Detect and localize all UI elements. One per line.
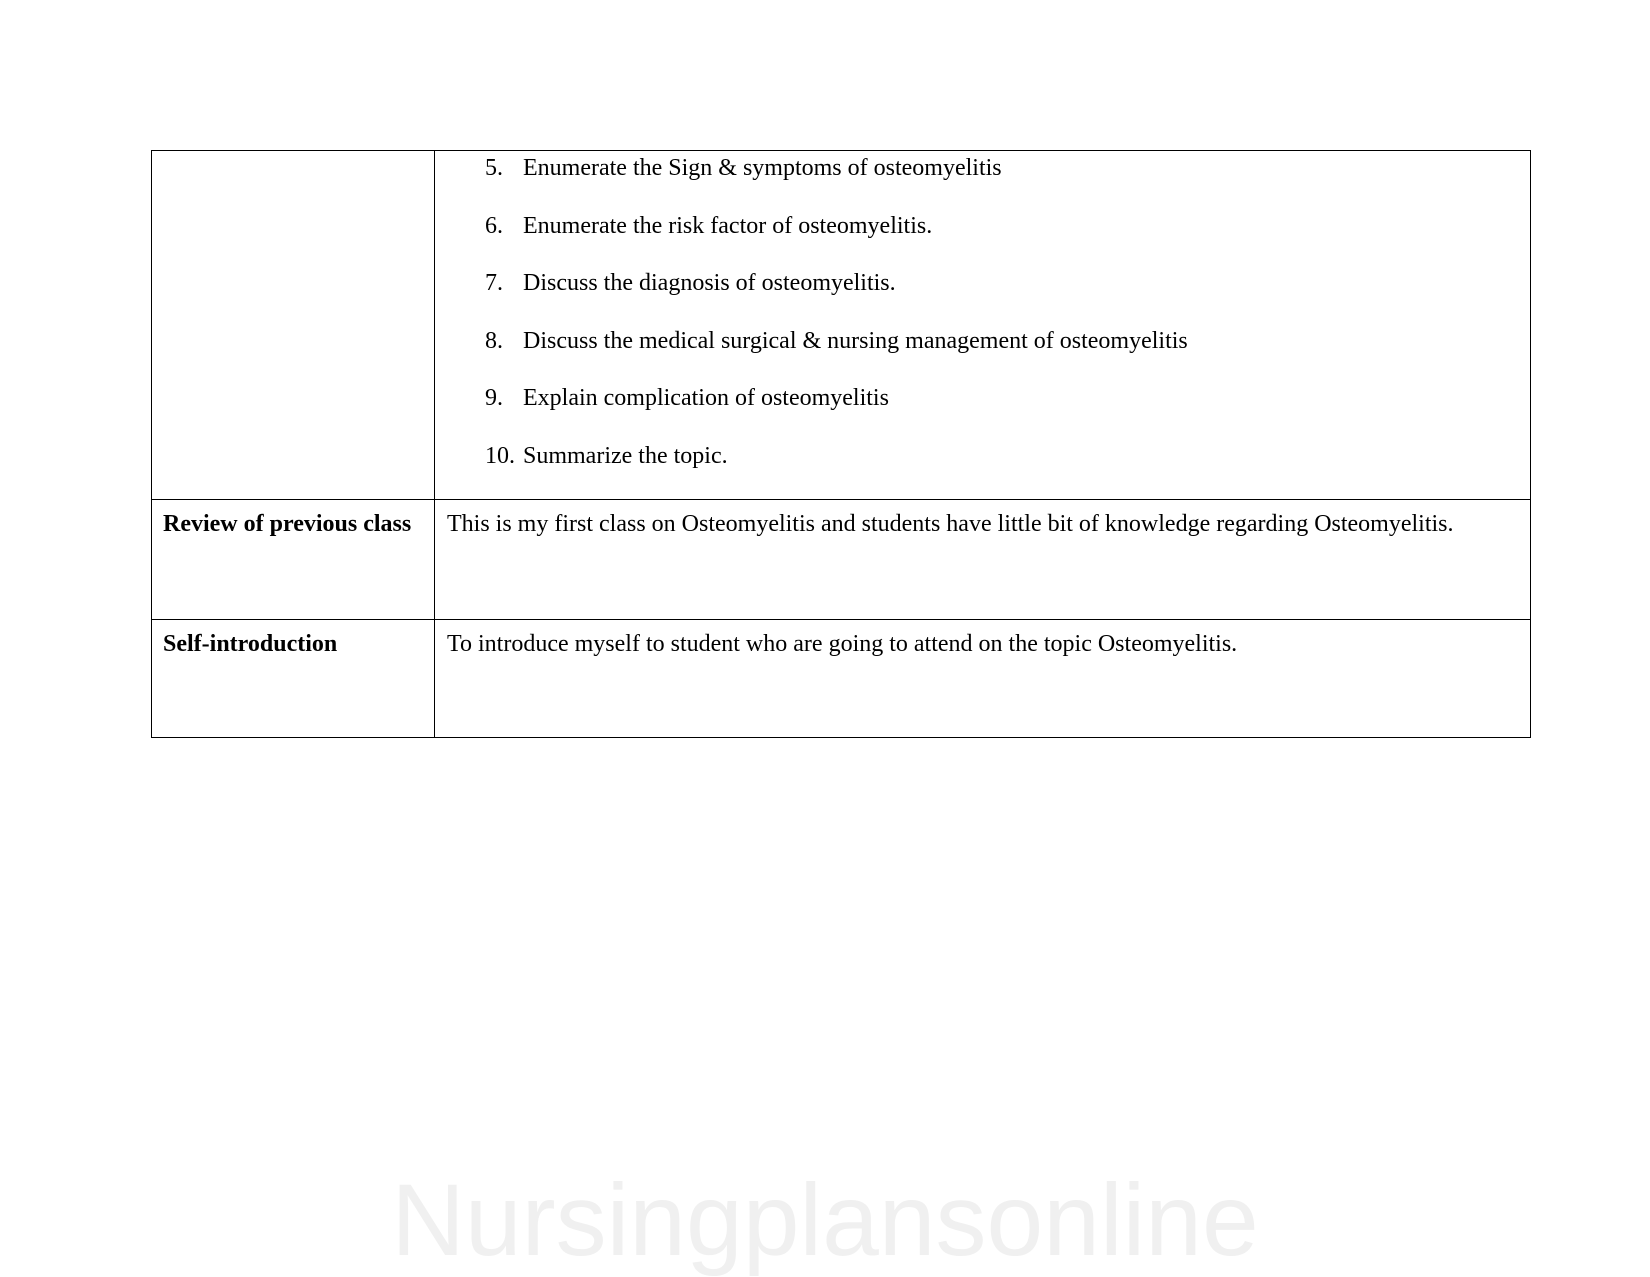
objective-number: 5. [485,155,503,181]
objective-item [435,212,1530,270]
objective-text: Enumerate the risk factor of osteomyelitis. [523,212,933,239]
objective-text: Discuss the medical surgical & nursing management of osteomyelitis [523,327,1188,354]
self-introduction-row [152,620,1531,738]
objectives-list [435,151,1530,499]
objective-text: Discuss the diagnosis of osteomyelitis. [523,270,896,296]
objective-item [435,442,1530,500]
objective-item [435,384,1530,442]
self-introduction-text: To introduce myself to student who are going to attend on the topic Osteomyelitis. [435,620,1531,738]
self-introduction-label: Self-introduction [152,620,435,738]
objective-text: Summarize the topic. [523,442,728,469]
review-row [152,500,1531,620]
review-label: Review of previous class [152,500,435,620]
objective-number: 8. [485,327,503,354]
objective-number: 7. [485,270,503,296]
objectives-content-cell [435,151,1531,500]
objectives-label-cell [152,151,435,500]
watermark: Nursingplansonline [391,1163,1259,1277]
lesson-plan-table [151,150,1531,738]
objective-number: 10. [485,442,515,469]
objective-text: Enumerate the Sign & symptoms of osteomyelitis [523,155,1002,181]
objective-item [435,154,1530,212]
review-text: This is my first class on Osteomyelitis and students have little bit of knowledge regarding Osteomyelitis. [435,500,1531,620]
objective-item [435,269,1530,327]
objective-number: 9. [485,385,503,411]
objective-text: Explain complication of osteomyelitis [523,385,889,411]
objective-item [435,327,1530,385]
objective-number: 6. [485,212,503,239]
objectives-row [152,151,1531,500]
